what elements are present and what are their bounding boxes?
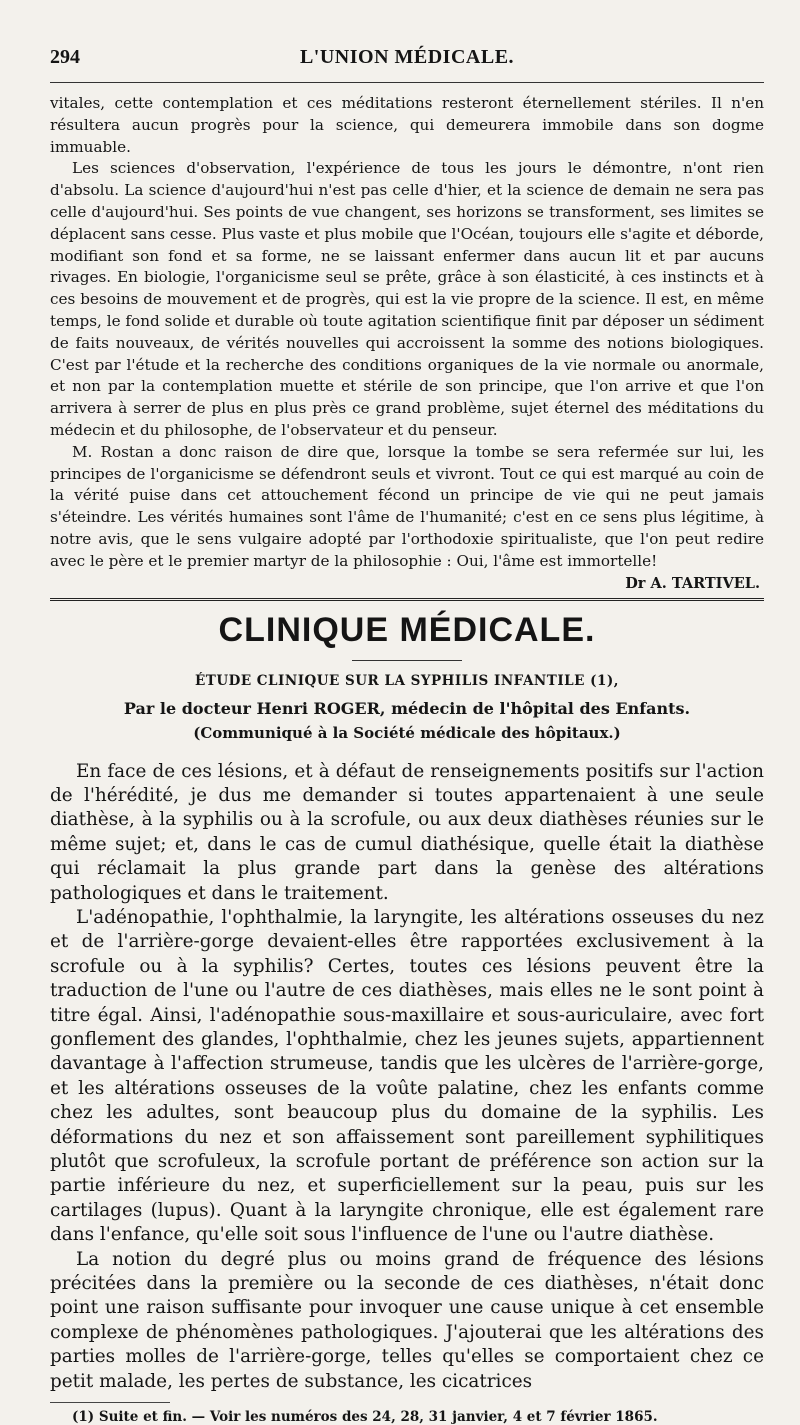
communication-note: (Communiqué à la Société médicale des hôpitaux.)	[193, 723, 621, 742]
section-title: CLINIQUE MÉDICALE.	[218, 610, 596, 649]
header-rule	[50, 82, 764, 83]
article-title: ÉTUDE CLINIQUE SUR LA SYPHILIS INFANTILE (1),	[195, 672, 619, 689]
footnote: (1) Suite et fin. — Voir les numéros des 24, 28, 31 janvier, 4 et 7 février 1865.	[72, 1409, 658, 1425]
article-paragraph: La notion du degré plus ou moins grand de fréquence des lésions précitées dans la première ou la seconde de ces diathèses, n'était donc point une raison suffisante pour invoquer une cause unique à cet ensemble complexe de phénomènes pathologiques. J'ajouterai que les altérations des parties molles de l'arrière-gorge, telles qu'elles se comportaient chez ce petit malade, les pertes de substance, les cicatrices	[50, 1248, 764, 1392]
author-signature: Dr A. TARTIVEL.	[625, 574, 760, 592]
footnote-rule	[50, 1402, 170, 1403]
page-number: 294	[50, 46, 80, 68]
journal-title: L'UNION MÉDICALE.	[299, 46, 515, 68]
article-byline: Par le docteur Henri ROGER, médecin de l'hôpital des Enfants.	[123, 698, 691, 718]
article-paragraph: En face de ces lésions, et à défaut de renseignements positifs sur l'action de l'hérédité, je dus me demander si toutes appartenaient à une seule diathèse, à la syphilis ou à la scrofule, ou aux deux diathèses réunies sur le même sujet; et, dans le cas de cumul diathésique, quelle était la diathèse qui réclamait la plus grande part dans la genèse des altérations pathologiques et dans le traitement.	[50, 760, 764, 904]
running-head	[50, 38, 764, 72]
title-rule	[352, 660, 462, 661]
section-divider	[50, 598, 764, 601]
intro-paragraph: Les sciences d'observation, l'expérience de tous les jours le démontre, n'ont rien d'absolu. La science d'aujourd'hui n'est pas celle d'hier, et la science de demain ne sera pas celle d'aujourd'hui. Ses points de vue changent, ses horizons se transforment, ses limites se déplacent sans cesse. Plus vaste et plus mobile que l'Océan, toujours elle s'agite et déborde, modifiant son fond et sa forme, ne se laissant enfermer dans aucun lit et par aucuns rivages. En biologie, l'organicisme seul se prête, grâce à son élasticité, à ces instincts et à ces besoins de mouvement et de progrès, qui est la vie propre de la science. Il est, en même temps, le fond solide et durable où toute agitation scientifique finit par déposer un sédiment de faits nouveaux, de vérités nouvelles qui accroissent la somme des notions biologiques. C'est par l'étude et la recherche des conditions organiques de la vie normale ou anormale, et non par la contemplation muette et stérile de son principe, que l'on arrive et que l'on arrivera à serrer de plus en plus près ce grand problème, sujet éternel des méditations du médecin et du philosophe, de l'observateur et du penseur.	[50, 159, 764, 439]
article-paragraph: L'adénopathie, l'ophthalmie, la laryngite, les altérations osseuses du nez et de l'arrière-gorge devaient-elles être rapportées exclusivement à la scrofule ou à la syphilis? Certes, toutes ces lésions peuvent être la traduction de l'une ou l'autre de ces diathèses, mais elles ne le sont point à titre égal. Ainsi, l'adénopathie sous-maxillaire et sous-auriculaire, avec fort gonflement des glandes, l'ophthalmie, chez les jeunes sujets, appartiennent davantage à l'affection strumeuse, tandis que les ulcères de l'arrière-gorge, et les altérations osseuses de la voûte palatine, chez les enfants comme chez les adultes, sont beaucoup plus du domaine de la syphilis. Les déformations du nez et son affaissement sont pareillement syphilitiques plutôt que scrofuleux, la scrofule portant de préférence son action sur la partie inférieure du nez, et superficiellement sur la peau, puis sur les cartilages (lupus). Quant à la laryngite chronique, elle est également rare dans l'enfance, qu'elle soit sous l'influence de l'une ou l'autre diathèse.	[50, 906, 764, 1246]
intro-paragraph: vitales, cette contemplation et ces méditations resteront éternellement stériles. Il n'en résultera aucun progrès pour la science, qui demeurera immobile dans son dogme immuable.	[50, 94, 764, 156]
intro-paragraph: M. Rostan a donc raison de dire que, lorsque la tombe se sera refermée sur lui, les principes de l'organicisme se défendront seuls et vivront. Tout ce qui est marqué au coin de la vérité puise dans cet attouchement fécond un principe de vie qui ne peut jamais s'éteindre. Les vérités humaines sont l'âme de l'humanité; c'est en ce sens plus légitime, à notre avis, que le sens vulgaire adopté par l'orthodoxie spiritualiste, que l'on peut redire avec le père et le premier martyr de la philosophie : Oui, l'âme est immortelle!	[50, 442, 764, 570]
